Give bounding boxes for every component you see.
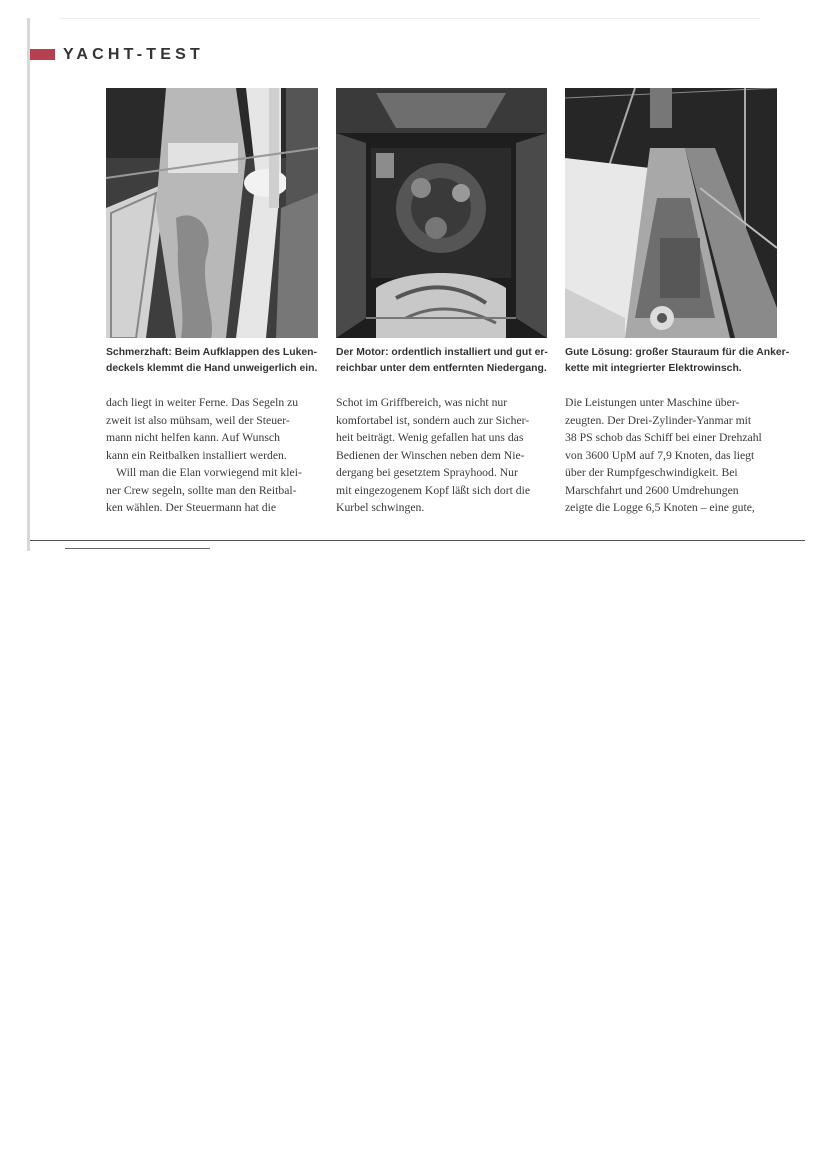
caption-line: Gute Lösung: großer Stauraum für die Anker- — [565, 347, 790, 358]
text-line: von 3600 UpM auf 7,9 Knoten, das liegt — [565, 448, 755, 462]
text-line: mit eingezogenem Kopf läßt sich dort die — [336, 483, 531, 497]
text-line: mann nicht helfen kann. Auf Wunsch — [106, 431, 280, 444]
text-line: ner Crew segeln, sollte man den Reitbal- — [106, 483, 297, 497]
page-divider — [30, 540, 805, 541]
text-line: Will man die Elan vorwiegend mit klei- — [116, 466, 302, 479]
text-line: zweit ist also mühsam, weil der Steuer- — [106, 413, 290, 427]
photo-hatch — [106, 88, 318, 338]
photo-anchor-locker — [565, 88, 777, 338]
caption-hatch — [106, 345, 321, 377]
section-title: YACHT-TEST — [63, 46, 204, 63]
scan-top-line — [60, 18, 760, 19]
text-line: ken wählen. Der Steuermann hat die — [106, 501, 277, 514]
footnote-divider — [65, 548, 210, 549]
text-column-1 — [106, 394, 320, 517]
text-line: dach liegt in weiter Ferne. Das Segeln zu — [106, 396, 299, 409]
text-column-3 — [565, 394, 779, 517]
photo-engine — [336, 88, 547, 338]
text-line: über der Rumpfgeschwindigkeit. Bei — [565, 466, 738, 479]
text-line: Kurbel schwingen. — [336, 501, 425, 514]
text-line: kann ein Reitbalken installiert werden. — [106, 448, 287, 462]
text-line: Marschfahrt und 2600 Umdrehungen — [565, 483, 739, 497]
text-line: zeigte die Logge 6,5 Knoten – eine gute, — [565, 501, 755, 514]
caption-line: Der Motor: ordentlich installiert und gut er- — [336, 347, 548, 358]
section-color-bar — [30, 49, 55, 60]
caption-anchor-locker — [565, 345, 790, 377]
text-line: Die Leistungen unter Maschine über- — [565, 396, 740, 409]
text-line: Schot im Griffbereich, was nicht nur — [336, 396, 508, 409]
caption-line: Schmerzhaft: Beim Aufklappen des Luken- — [106, 347, 317, 358]
caption-line: kette mit integrierter Elektrowinsch. — [565, 363, 742, 374]
text-line: zeugten. Der Drei-Zylinder-Yanmar mit — [565, 413, 752, 427]
text-line: 38 PS schob das Schiff bei einer Drehzahl — [565, 431, 762, 444]
caption-line: deckels klemmt die Hand unweigerlich ein. — [106, 363, 318, 374]
caption-engine — [336, 345, 551, 377]
text-line: heit beiträgt. Wenig gefallen hat uns das — [336, 431, 524, 444]
scan-edge — [27, 18, 30, 551]
text-line: komfortabel ist, sondern auch zur Sicher- — [336, 413, 530, 427]
text-line: dergang bei gesetztem Sprayhood. Nur — [336, 466, 518, 479]
caption-line: reichbar unter dem entfernten Niedergang. — [336, 363, 547, 374]
text-column-2 — [336, 394, 550, 517]
text-line: Bedienen der Winschen neben dem Nie- — [336, 448, 525, 462]
